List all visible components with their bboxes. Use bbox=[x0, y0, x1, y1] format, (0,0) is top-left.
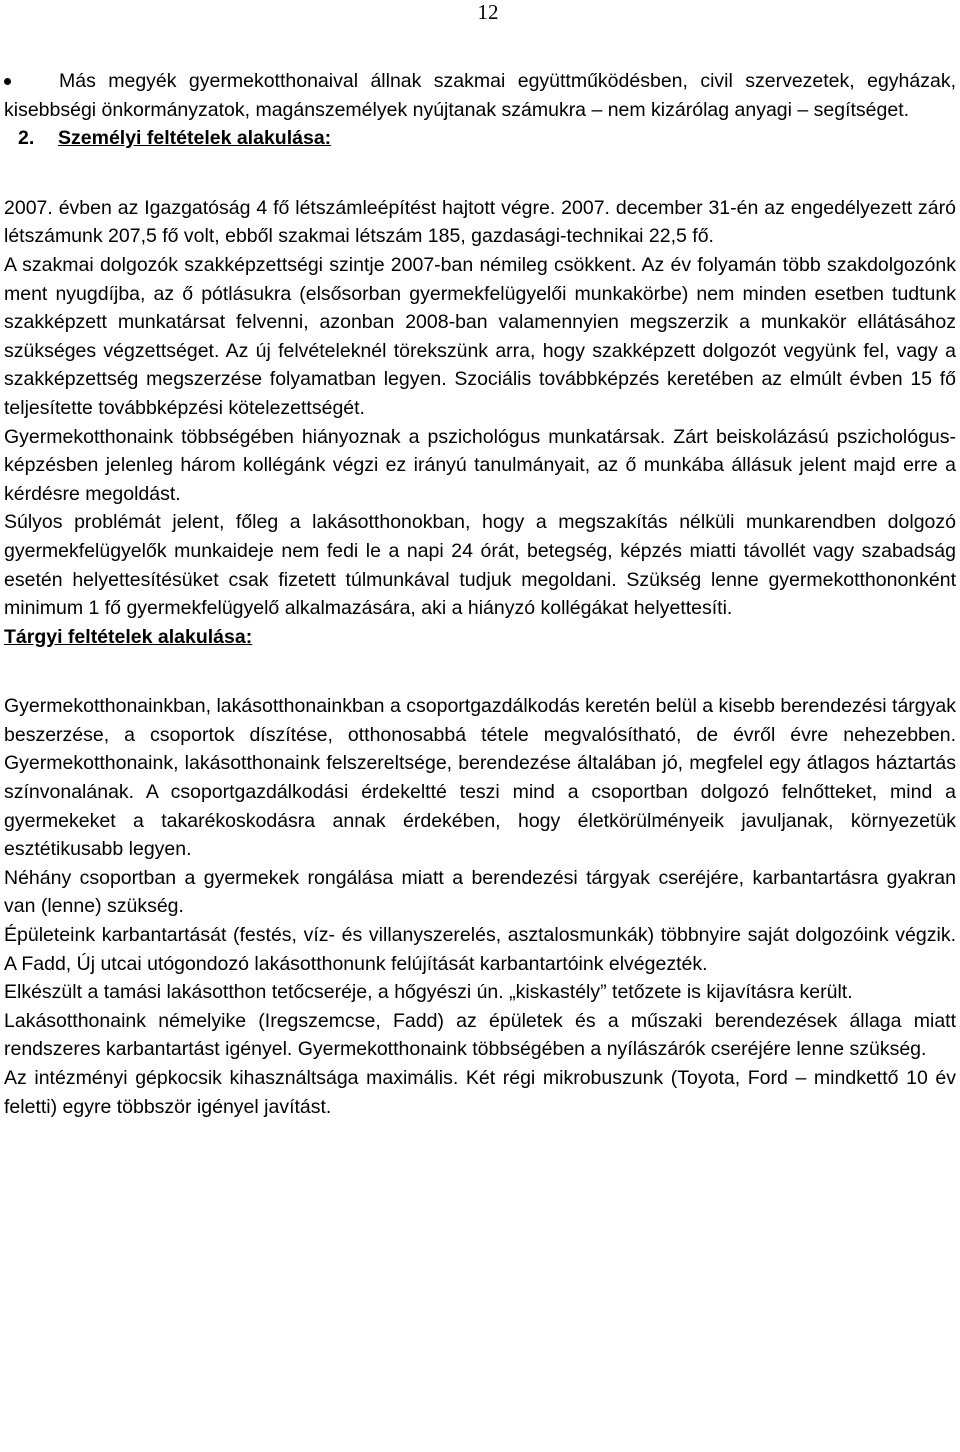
bullet-paragraph: Más megyék gyermekotthonaival állnak szakmai együttműködésben, civil szervezetek, egyházak, kisebbségi önkormányzatok, magánszemélyek nyújtanak számukra – nem kizárólag anyagi – segítséget. bbox=[4, 70, 956, 121]
paragraph: Lakásotthonaink némelyike (Iregszemcse, Fadd) az épületek és a műszaki berendezések állaga miatt rendszeres karbantartást igényel. Gyermekotthonaink többségében a nyílászárók cseréjére lenne szükség. bbox=[4, 1009, 956, 1061]
paragraph: 2007. évben az Igazgatóság 4 fő létszámleépítést hajtott végre. 2007. december 31-én az engedélyezett záró létszámunk 207,5 fő volt, ebből szakmai létszám 185, gazdasági-technikai 22,5 fő. bbox=[4, 196, 956, 248]
paragraph: Az intézményi gépkocsik kihasználtsága maximális. Két régi mikrobuszunk (Toyota, Ford – mindkettő 10 év feletti) egyre többször igényel javítást. bbox=[4, 1067, 956, 1118]
section-heading-material: Tárgyi feltételek alakulása: bbox=[4, 625, 253, 648]
bullet-icon bbox=[4, 78, 11, 85]
paragraph: Gyermekotthonaink többségében hiányoznak a pszichológus munkatársak. Zárt beiskolázású pszichológus-képzésben jelenleg három kollégánk végzi ez irányú tanulmányait, az ő munkába állásuk jelent majd erre a kérdésre megoldást. bbox=[4, 425, 956, 505]
section-title: Személyi feltételek alakulása: bbox=[58, 127, 332, 150]
paragraph: Épületeink karbantartását (festés, víz- és villanyszerelés, asztalosmunkák) többnyire saját dolgozóink végzik. A Fadd, Új utcai utógondozó lakásotthonunk felújítását karbantartóink elvégezték. bbox=[4, 924, 956, 975]
paragraph: A szakmai dolgozók szakképzettségi szintje 2007-ban némileg csökkent. Az év folyamán több szakdolgozónk ment nyugdíjba, az ő pótlásukra (elsősorban gyermekfelügyelői munkakörbe) nem minden esetben tudtunk szakképzett munkatársat felvenni, azonban 2008-ban valamennyien megszerzik a munkakör ellátásához szükséges végzettséget. Az új felvételeknél törekszünk arra, hogy szakképzett dolgozót vegyünk fel, vagy a szakképzettség megszerzése folyamatban legyen. Szociális továbbképzés keretében az elmúlt évben 15 fő teljesítette továbbképzési kötelezettségét. bbox=[4, 253, 956, 419]
document-body bbox=[4, 67, 956, 1121]
paragraph: Gyermekotthonainkban, lakásotthonainkban a csoportgazdálkodás keretén belül a kisebb berendezési tárgyak beszerzése, a csoportok díszítése, otthonosabbá tétele megvalósítható, de évről évre nehezebben. Gyermekotthonaink, lakásotthonaink felszereltsége, berendezése általában jó, megfelel egy átlagos háztartás színvonalának. A csoportgazdálkodási érdekeltté teszi mind a csoportban dolgozó felnőtteket, mind a gyermekeket a takarékoskodásra annak érdekében, hogy életkörülményeik javuljanak, környezetük esztétikusabb legyen. bbox=[4, 695, 956, 861]
bullet-list-item bbox=[4, 67, 956, 124]
section-number: 2. bbox=[18, 127, 35, 150]
paragraph: Súlyos problémát jelent, főleg a lakásotthonokban, hogy a megszakítás nélküli munkarendben dolgozó gyermekfelügyelők munkaideje nem fedi le a napi 24 órát, betegség, képzés miatti távollét vagy szabadság esetén helyettesítésüket csak fizetett túlmunkával tudjuk megoldani. Szükség lenne gyermekotthononként minimum 1 fő gyermekfelügyelő alkalmazására, aki a hiányzó kollégákat helyettesíti. bbox=[4, 511, 956, 620]
section-heading-personal bbox=[4, 124, 956, 153]
paragraph: Néhány csoportban a gyermekek rongálása miatt a berendezési tárgyak cseréjére, karbantartásra gyakran van (lenne) szükség. bbox=[4, 866, 956, 918]
paragraph: Elkészült a tamási lakásotthon tetőcseréje, a hőgyészi ún. „kiskastély” tetőzete is kijavításra került. bbox=[4, 981, 853, 1004]
page-number: 12 bbox=[477, 0, 499, 24]
